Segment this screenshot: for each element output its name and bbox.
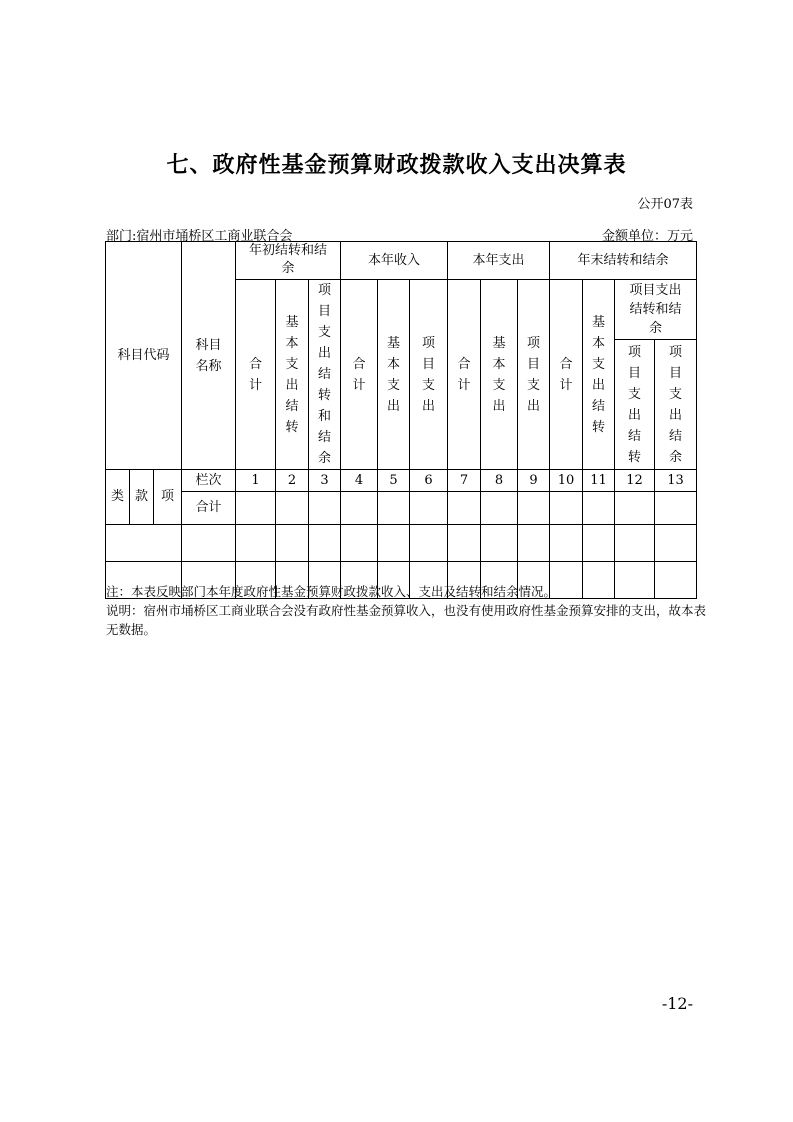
table-cell	[583, 525, 615, 562]
table-cell	[448, 492, 481, 525]
table-cell	[655, 492, 697, 525]
income-basic-header: 基本支出	[378, 280, 410, 470]
table-cell	[341, 492, 378, 525]
table-cell	[182, 525, 236, 562]
empty-row	[106, 525, 697, 562]
table-cell	[309, 525, 341, 562]
group-income-header: 本年收入	[341, 242, 448, 280]
table-cell	[276, 492, 309, 525]
table-cell	[481, 492, 518, 525]
column-number: 6	[410, 470, 448, 492]
table-cell	[550, 492, 583, 525]
table-note: 注：本表反映部门本年度政府性基金预算财政拨款收入、支出及结转和结余情况。	[106, 584, 557, 599]
total-label: 合计	[182, 492, 236, 525]
column-number: 9	[518, 470, 550, 492]
table-cell	[615, 525, 655, 562]
subject-name-header: 科目名称	[182, 242, 236, 470]
group-expense-header: 本年支出	[448, 242, 550, 280]
expense-basic-header: 基本支出	[481, 280, 518, 470]
column-number: 12	[615, 470, 655, 492]
end-project-group-header: 项目支出结转和结余	[615, 280, 697, 340]
column-number: 8	[481, 470, 518, 492]
end-project-carry-header: 项目支出结转	[615, 340, 655, 470]
column-number: 1	[236, 470, 276, 492]
table-cell	[309, 492, 341, 525]
column-number: 2	[276, 470, 309, 492]
column-number: 10	[550, 470, 583, 492]
table-cell	[583, 492, 615, 525]
table-cell	[518, 525, 550, 562]
income-total-header: 合计	[341, 280, 378, 470]
table-cell	[236, 525, 276, 562]
begin-project-carry-balance-header: 项目支出结转和结余	[309, 280, 341, 470]
row-label: 栏次	[182, 470, 236, 492]
column-number: 13	[655, 470, 697, 492]
begin-basic-carry-header: 基本支出结转	[276, 280, 309, 470]
group-begin-header: 年初结转和结余	[236, 242, 341, 280]
column-number: 11	[583, 470, 615, 492]
table-cell	[106, 525, 182, 562]
code-lei-label: 类	[106, 470, 130, 525]
table-explanation: 说明：宿州市埇桥区工商业联合会没有政府性基金预算收入，也没有使用政府性基金预算安排的支出，故本表无数据。	[106, 603, 707, 637]
column-number: 3	[309, 470, 341, 492]
end-project-balance-header: 项目支出结余	[655, 340, 697, 470]
subject-code-header: 科目代码	[106, 242, 182, 470]
column-number: 7	[448, 470, 481, 492]
table-cell	[276, 525, 309, 562]
table-cell	[655, 525, 697, 562]
column-number: 5	[378, 470, 410, 492]
table-cell	[378, 525, 410, 562]
code-kuan-label: 款	[130, 470, 154, 525]
table-cell	[481, 525, 518, 562]
table-cell	[236, 492, 276, 525]
group-end-header: 年末结转和结余	[550, 242, 697, 280]
column-number-row	[106, 470, 697, 492]
table-cell	[518, 492, 550, 525]
end-total-header: 合计	[550, 280, 583, 470]
department-label: 部门:宿州市埇桥区工商业联合会	[106, 229, 293, 244]
code-xiang-label: 项	[154, 470, 182, 525]
table-cell	[615, 492, 655, 525]
page-number: -12-	[661, 994, 693, 1013]
expense-project-header: 项目支出	[518, 280, 550, 470]
form-number: 公开07表	[637, 197, 693, 212]
table-cell	[550, 525, 583, 562]
page-title: 七、政府性基金预算财政拨款收入支出决算表	[166, 152, 627, 178]
table-cell	[410, 525, 448, 562]
end-basic-carry-header: 基本支出结转	[583, 280, 615, 470]
expense-total-header: 合计	[448, 280, 481, 470]
total-row	[106, 492, 697, 525]
fund-budget-table	[105, 241, 697, 599]
table-cell	[378, 492, 410, 525]
table-cell	[448, 525, 481, 562]
begin-total-header: 合计	[236, 280, 276, 470]
table-cell	[341, 525, 378, 562]
table-cell	[410, 492, 448, 525]
column-number: 4	[341, 470, 378, 492]
amount-unit-label: 金额单位：万元	[601, 229, 693, 244]
income-project-header: 项目支出	[410, 280, 448, 470]
